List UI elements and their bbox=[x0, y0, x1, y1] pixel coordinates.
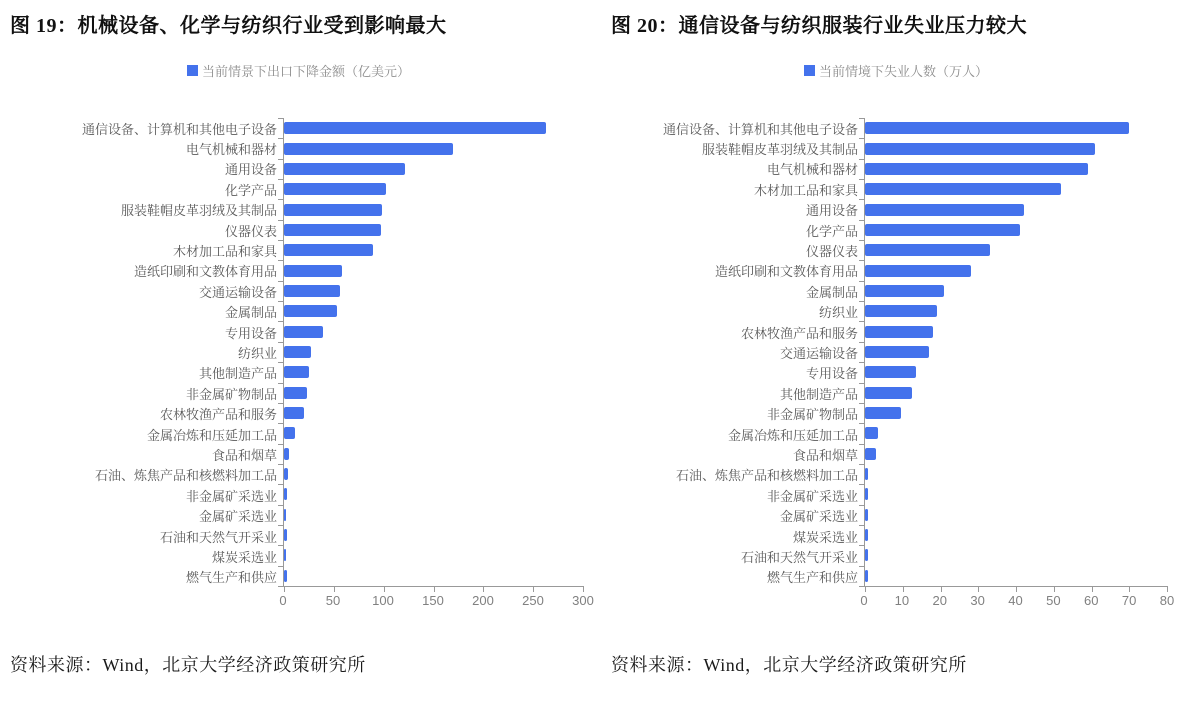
x-axis-tick bbox=[334, 586, 335, 592]
category-label: 专用设备 bbox=[224, 325, 277, 341]
bar bbox=[865, 163, 1088, 175]
bar-row bbox=[865, 566, 1167, 586]
bar bbox=[284, 549, 286, 561]
y-axis-tick bbox=[859, 525, 865, 526]
bar bbox=[865, 427, 878, 439]
category-label: 电气机械和器材 bbox=[185, 142, 277, 158]
bar-row bbox=[284, 444, 583, 464]
x-tick-label: 50 bbox=[1046, 593, 1061, 608]
x-axis-tick bbox=[865, 586, 866, 592]
bar bbox=[284, 122, 546, 134]
category-label: 木材加工品和家具 bbox=[172, 244, 277, 260]
bar-row bbox=[284, 484, 583, 504]
category-label: 造纸印刷和文教体育用品 bbox=[133, 264, 277, 280]
category-label: 石油和天然气开采业 bbox=[159, 529, 277, 545]
bar-row bbox=[865, 342, 1167, 362]
chart-area bbox=[597, 118, 1167, 587]
bar bbox=[865, 143, 1095, 155]
category-label: 金属冶炼和压延加工品 bbox=[727, 427, 858, 443]
y-axis-tick bbox=[278, 444, 284, 445]
bar-row bbox=[865, 525, 1167, 545]
figure-panel-19 bbox=[0, 0, 597, 712]
legend-label: 当前情境下失业人数（万人） bbox=[818, 64, 988, 79]
x-tick-label: 150 bbox=[422, 593, 444, 608]
bar-row bbox=[284, 321, 583, 341]
y-axis-tick bbox=[278, 301, 284, 302]
category-label: 服装鞋帽皮革羽绒及其制品 bbox=[120, 203, 277, 219]
bar bbox=[865, 468, 868, 480]
bar bbox=[865, 366, 916, 378]
y-axis-tick bbox=[859, 179, 865, 180]
x-tick-label: 200 bbox=[472, 593, 494, 608]
bar bbox=[865, 448, 876, 460]
x-axis-tick bbox=[1016, 586, 1017, 592]
category-label: 非金属矿采选业 bbox=[185, 488, 277, 504]
x-tick-label: 0 bbox=[279, 593, 287, 608]
y-axis-tick bbox=[859, 301, 865, 302]
bar-row bbox=[865, 301, 1167, 321]
bar bbox=[284, 305, 337, 317]
y-axis-tick bbox=[278, 464, 284, 465]
y-axis-tick bbox=[278, 220, 284, 221]
y-axis-tick bbox=[859, 403, 865, 404]
bar bbox=[865, 326, 933, 338]
category-labels bbox=[597, 118, 864, 587]
y-axis-tick bbox=[278, 159, 284, 160]
bar-row bbox=[865, 260, 1167, 280]
bar-row bbox=[865, 281, 1167, 301]
y-axis-tick bbox=[278, 403, 284, 404]
category-label: 木材加工品和家具 bbox=[753, 182, 858, 198]
bar bbox=[865, 549, 868, 561]
category-label: 金属制品 bbox=[224, 305, 277, 321]
bar-row bbox=[865, 321, 1167, 341]
bar-row bbox=[284, 382, 583, 402]
y-axis-tick bbox=[278, 383, 284, 384]
x-axis-tick bbox=[1129, 586, 1130, 592]
bar-row bbox=[865, 240, 1167, 260]
x-axis-tick bbox=[903, 586, 904, 592]
y-axis-tick bbox=[278, 240, 284, 241]
x-tick-label: 250 bbox=[522, 593, 544, 608]
x-tick-label: 80 bbox=[1159, 593, 1175, 608]
category-label: 金属冶炼和压延加工品 bbox=[146, 427, 277, 443]
y-axis-tick bbox=[859, 260, 865, 261]
x-tick-label: 30 bbox=[970, 593, 985, 608]
y-axis-tick bbox=[859, 484, 865, 485]
bar-row bbox=[865, 464, 1167, 484]
bars-area bbox=[283, 118, 583, 587]
category-label: 通用设备 bbox=[224, 162, 277, 178]
bar bbox=[865, 183, 1061, 195]
y-axis-tick bbox=[278, 423, 284, 424]
category-label: 服装鞋帽皮革羽绒及其制品 bbox=[701, 142, 858, 158]
category-label: 通信设备、计算机和其他电子设备 bbox=[662, 121, 858, 137]
category-label: 煤炭采选业 bbox=[211, 549, 277, 565]
category-label: 纺织业 bbox=[818, 305, 858, 321]
bar-row bbox=[865, 403, 1167, 423]
bar-row bbox=[284, 464, 583, 484]
bar-row bbox=[865, 505, 1167, 525]
category-label: 非金属矿物制品 bbox=[766, 407, 858, 423]
x-axis-tick bbox=[284, 586, 285, 592]
bar-row bbox=[284, 179, 583, 199]
bar bbox=[284, 285, 340, 297]
y-axis-tick bbox=[859, 423, 865, 424]
y-axis-tick bbox=[859, 240, 865, 241]
bar bbox=[284, 204, 382, 216]
category-label: 非金属矿采选业 bbox=[766, 488, 858, 504]
bar-row bbox=[865, 118, 1167, 138]
figure-panel-20 bbox=[597, 0, 1195, 712]
y-axis-tick bbox=[859, 220, 865, 221]
bar bbox=[284, 570, 287, 582]
bar-row bbox=[865, 220, 1167, 240]
category-label: 通信设备、计算机和其他电子设备 bbox=[81, 121, 277, 137]
x-tick-label: 50 bbox=[325, 593, 341, 608]
category-label: 石油、炼焦产品和核燃料加工品 bbox=[675, 468, 858, 484]
x-axis bbox=[860, 593, 1175, 613]
x-tick-label: 300 bbox=[572, 593, 594, 608]
category-label: 专用设备 bbox=[805, 366, 858, 382]
bar-row bbox=[865, 545, 1167, 565]
bar bbox=[865, 122, 1129, 134]
bar-row bbox=[284, 505, 583, 525]
bar-row bbox=[284, 566, 583, 586]
y-axis-tick bbox=[859, 545, 865, 546]
bar bbox=[284, 346, 311, 358]
bar-row bbox=[284, 403, 583, 423]
x-axis-tick bbox=[1092, 586, 1093, 592]
bar-row bbox=[284, 423, 583, 443]
bar bbox=[284, 265, 342, 277]
category-label: 化学产品 bbox=[805, 223, 858, 239]
legend-label: 当前情景下出口下降金额（亿美元） bbox=[201, 64, 410, 79]
x-tick-label: 100 bbox=[372, 593, 394, 608]
x-tick-label: 20 bbox=[932, 593, 947, 608]
x-axis-tick bbox=[483, 586, 484, 592]
y-axis-tick bbox=[859, 505, 865, 506]
bar-row bbox=[865, 484, 1167, 504]
y-axis-tick bbox=[859, 464, 865, 465]
chart-legend bbox=[597, 61, 1195, 80]
y-axis-tick bbox=[859, 342, 865, 343]
bar-row bbox=[284, 118, 583, 138]
x-axis-tick bbox=[583, 586, 584, 592]
x-tick-label: 10 bbox=[894, 593, 910, 608]
y-axis-tick bbox=[859, 118, 865, 119]
chart-area bbox=[0, 118, 583, 587]
bar bbox=[865, 387, 912, 399]
category-label: 通用设备 bbox=[805, 203, 858, 219]
category-label: 煤炭采选业 bbox=[792, 529, 858, 545]
bar bbox=[284, 143, 453, 155]
y-axis-tick bbox=[278, 342, 284, 343]
bar-row bbox=[865, 179, 1167, 199]
bar-row bbox=[284, 199, 583, 219]
bar bbox=[284, 366, 309, 378]
bar bbox=[865, 346, 929, 358]
category-label: 仪器仪表 bbox=[224, 223, 277, 239]
bar-row bbox=[284, 301, 583, 321]
bar-row bbox=[865, 159, 1167, 179]
category-label: 金属矿采选业 bbox=[198, 509, 277, 525]
x-axis-tick bbox=[533, 586, 534, 592]
x-tick-label: 60 bbox=[1084, 593, 1099, 608]
category-label: 化学产品 bbox=[224, 182, 277, 198]
y-axis-tick bbox=[859, 383, 865, 384]
bar bbox=[284, 407, 304, 419]
x-axis-tick bbox=[434, 586, 435, 592]
x-tick-label: 40 bbox=[1008, 593, 1023, 608]
bar-row bbox=[865, 382, 1167, 402]
bar-row bbox=[284, 240, 583, 260]
category-label: 农林牧渔产品和服务 bbox=[740, 325, 858, 341]
y-axis-tick bbox=[278, 525, 284, 526]
bar-row bbox=[865, 362, 1167, 382]
bar bbox=[284, 326, 323, 338]
bar-row bbox=[284, 525, 583, 545]
category-label: 食品和烟草 bbox=[792, 447, 858, 463]
bar bbox=[284, 468, 288, 480]
category-label: 仪器仪表 bbox=[805, 244, 858, 260]
y-axis-tick bbox=[859, 159, 865, 160]
bars-area bbox=[864, 118, 1167, 587]
category-label: 其他制造产品 bbox=[198, 366, 277, 382]
x-axis-tick bbox=[1167, 586, 1168, 592]
y-axis-tick bbox=[278, 321, 284, 322]
x-axis-tick bbox=[978, 586, 979, 592]
y-axis-tick bbox=[859, 321, 865, 322]
bar-row bbox=[865, 444, 1167, 464]
y-axis-tick bbox=[278, 566, 284, 567]
category-label: 交通运输设备 bbox=[779, 345, 858, 361]
bar-row bbox=[284, 138, 583, 158]
legend-swatch-icon bbox=[804, 65, 815, 76]
category-label: 石油和天然气开采业 bbox=[740, 549, 858, 565]
bar bbox=[284, 488, 287, 500]
y-axis-tick bbox=[278, 545, 284, 546]
category-label: 非金属矿物制品 bbox=[185, 386, 277, 402]
category-label: 金属制品 bbox=[805, 284, 858, 300]
bar-row bbox=[284, 220, 583, 240]
bar-row bbox=[284, 159, 583, 179]
y-axis-tick bbox=[278, 505, 284, 506]
category-label: 石油、炼焦产品和核燃料加工品 bbox=[94, 468, 277, 484]
source-note: 资料来源：Wind，北京大学经济政策研究所 bbox=[611, 655, 967, 675]
bar bbox=[284, 183, 386, 195]
bar-row bbox=[865, 423, 1167, 443]
y-axis-tick bbox=[859, 281, 865, 282]
bar-row bbox=[284, 545, 583, 565]
y-axis-tick bbox=[859, 199, 865, 200]
category-label: 农林牧渔产品和服务 bbox=[159, 407, 277, 423]
y-axis-tick bbox=[859, 362, 865, 363]
bar bbox=[284, 163, 405, 175]
y-axis-tick bbox=[278, 260, 284, 261]
bar bbox=[284, 529, 287, 541]
chart-legend bbox=[0, 61, 597, 80]
bar bbox=[865, 509, 868, 521]
y-axis-tick bbox=[859, 566, 865, 567]
y-axis-tick bbox=[278, 179, 284, 180]
legend-swatch-icon bbox=[187, 65, 198, 76]
y-axis-tick bbox=[278, 118, 284, 119]
bar bbox=[865, 488, 868, 500]
bar bbox=[865, 570, 868, 582]
chart-title: 图 19：机械设备、化学与纺织行业受到影响最大 bbox=[10, 15, 447, 37]
x-axis bbox=[279, 593, 594, 613]
y-axis-tick bbox=[859, 444, 865, 445]
bar bbox=[284, 448, 289, 460]
bar-row bbox=[284, 260, 583, 280]
category-label: 造纸印刷和文教体育用品 bbox=[714, 264, 858, 280]
bar bbox=[865, 224, 1020, 236]
y-axis-tick bbox=[278, 362, 284, 363]
category-label: 纺织业 bbox=[237, 345, 277, 361]
bar bbox=[865, 529, 868, 541]
bar bbox=[865, 244, 990, 256]
category-label: 金属矿采选业 bbox=[779, 509, 858, 525]
bar bbox=[865, 305, 937, 317]
y-axis-tick bbox=[278, 281, 284, 282]
bar bbox=[284, 509, 286, 521]
bar bbox=[284, 427, 295, 439]
y-axis-tick bbox=[278, 484, 284, 485]
bar-row bbox=[284, 342, 583, 362]
x-tick-label: 0 bbox=[860, 593, 868, 608]
bar bbox=[284, 387, 307, 399]
x-tick-label: 70 bbox=[1121, 593, 1137, 608]
category-label: 其他制造产品 bbox=[779, 386, 858, 402]
bar-row bbox=[865, 199, 1167, 219]
bar-row bbox=[284, 362, 583, 382]
category-label: 电气机械和器材 bbox=[766, 162, 858, 178]
category-label: 交通运输设备 bbox=[198, 284, 277, 300]
x-axis-tick bbox=[1054, 586, 1055, 592]
chart-title: 图 20：通信设备与纺织服装行业失业压力较大 bbox=[611, 15, 1027, 37]
bar bbox=[865, 265, 971, 277]
bar bbox=[284, 244, 373, 256]
bar bbox=[865, 204, 1024, 216]
source-note: 资料来源：Wind，北京大学经济政策研究所 bbox=[10, 655, 366, 675]
category-label: 燃气生产和供应 bbox=[766, 570, 858, 586]
bar bbox=[865, 407, 901, 419]
category-labels bbox=[0, 118, 283, 587]
bar bbox=[284, 224, 381, 236]
category-label: 燃气生产和供应 bbox=[185, 570, 277, 586]
y-axis-tick bbox=[278, 199, 284, 200]
x-axis-tick bbox=[384, 586, 385, 592]
bar-row bbox=[284, 281, 583, 301]
category-label: 食品和烟草 bbox=[211, 447, 277, 463]
y-axis-tick bbox=[278, 138, 284, 139]
y-axis-tick bbox=[859, 138, 865, 139]
x-axis-tick bbox=[941, 586, 942, 592]
bar bbox=[865, 285, 944, 297]
bar-row bbox=[865, 138, 1167, 158]
